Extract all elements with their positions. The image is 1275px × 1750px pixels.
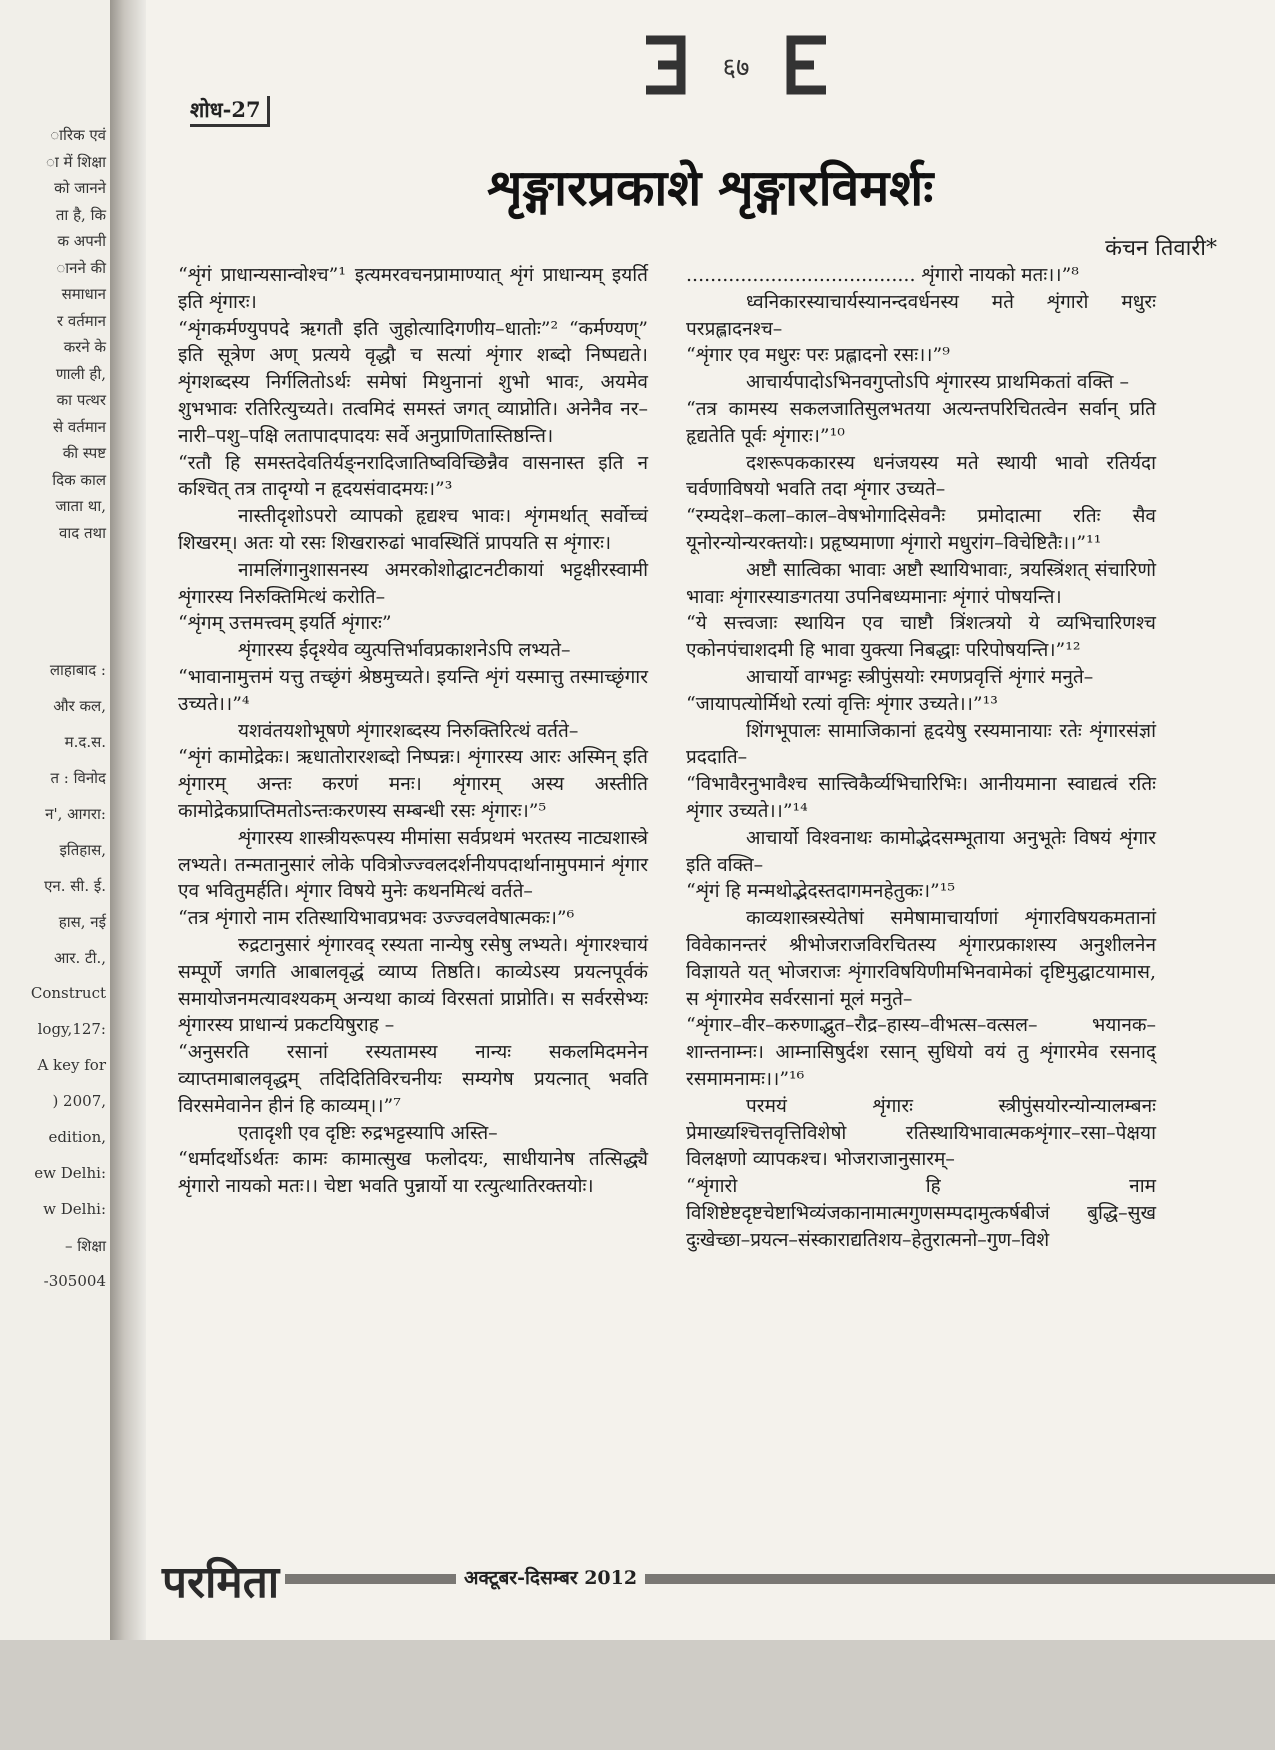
left-column <box>178 262 648 1200</box>
paragraph: “जायापत्योर्मिथो रत्यां वृत्तिः शृंगार उच्यते।।”¹³ <box>686 692 998 715</box>
adjacent-page-fragment: दिक काल <box>52 470 106 489</box>
adjacent-page-fragment: समाधान <box>61 285 106 303</box>
adjacent-page-fragment: लाहाबाद : <box>49 661 106 679</box>
paragraph: “शृंगं कामोद्रेकः। ऋधातोरारशब्दो निष्पन्नः। शृंगारस्य आरः अस्मिन् इति शृंगारम् अन्तः करणं मनः। शृंगारम् अस्य अस्तीति कामोद्रेकप्राप्तिमतोऽन्तःकरणस्य सम्बन्धी रसः शृंगारः।”⁵ <box>178 746 648 822</box>
right-column <box>686 262 1156 1253</box>
adjacent-page-fragment: आर. टी., <box>54 949 106 967</box>
paragraph: शिंगभूपालः सामाजिकानां हृदयेषु रस्यमानायाः रतेः शृंगारसंज्ञां प्रददाति– <box>686 719 1156 769</box>
adjacent-page-fragment: logy,127: <box>37 1020 106 1038</box>
paragraph: “विभावैरनुभावैश्च सात्त्विकैर्व्यभिचारिभिः। आनीयमाना स्वाद्यत्वं रतिः शृंगार उच्यते।।”¹⁴ <box>686 773 1156 822</box>
paragraph: परमयं शृंगारः स्त्रीपुंसयोरन्योन्यालम्बनः प्रेमाख्यश्चित्तवृत्तिविशेषो रतिस्थायिभावात्मकशृंगार–रसा–पेक्षया विलक्षणो व्यापकश्च। भोजराजानुसारम्– <box>686 1094 1156 1171</box>
adjacent-page-fragment: Construct <box>30 984 106 1002</box>
adjacent-page-fragment: ारिक एवं <box>50 126 106 144</box>
paragraph: “शृंगकर्मण्युपपदे ऋगतौ इति जुहोत्यादिगणीय–धातोः”² “कर्मण्यण्” इति सूत्रेण अण् प्रत्यये वृद्धौ च सत्यां शृंगार शब्दो निष्पद्यते। शृंगशब्दस्य निर्गलितोऽर्थः समेषां मिथुनानां शुभो भावः, अयमेव शुभभावः रतिरित्युच्यते। तत्वमिदं समस्तं जगत् व्याप्नोति। अनेनैव नर–नारी–पशु–पक्षि लतापादपादयः सर्वे अनुप्राणितास्तिष्ठन्ति। <box>178 317 648 447</box>
page-number-ornament <box>586 30 886 100</box>
paragraph: आचार्यो वाग्भट्टः स्त्रीपुंसयोः रमणप्रवृत्तिं शृंगारं मनुते– <box>746 665 1094 688</box>
adjacent-page-fragment: एन. सी. ई. <box>44 877 106 895</box>
adjacent-page-fragment: ता है, कि <box>55 205 106 224</box>
adjacent-page-fragment: त : विनोद <box>50 769 106 787</box>
adjacent-page-fragment: A key for <box>37 1056 106 1074</box>
paragraph: “शृंगारो हि नाम विशिष्टेष्टदृष्टचेष्टाभिव्यंजकानामात्मगुणसम्पदामुत्कर्षबीजं बुद्धि–सुख दुःखेच्छा–प्रयत्न–संस्काराद्यतिशय–हेतुरात्मनो–गुण–विशे <box>686 1175 1156 1251</box>
paragraph: “भावानामुत्तमं यत्तु तच्छृंगं श्रेष्ठमुच्यते। इयन्ति शृंगं यस्मात्तु तस्माच्छृंगार उच्यते।।”⁴ <box>178 665 648 715</box>
page-number: ६७ <box>722 53 750 83</box>
section-tag: शोध-27 <box>190 96 270 127</box>
paragraph: अष्टौ सात्विका भावाः अष्टौ स्थायिभावाः, त्रयस्त्रिंशत् संचारिणो भावाः शृंगारस्याङगतया उपनिबध्यमानाः शृंगारं पोषयन्ति। <box>686 558 1156 608</box>
adjacent-page-fragment: न', आगरा: <box>45 805 106 823</box>
adjacent-page-fragment: से वर्तमान <box>53 417 106 436</box>
footer-rule <box>246 1574 1275 1584</box>
paragraph: “अनुसरति रसानां रस्यतामस्य नान्यः सकलमिदमनेन व्याप्तमाबालवृद्धम् तदिदितिविरचनीयः सम्यगेष प्रयत्नात् भवति विरसमेवानेन हीनं हि काव्यम्।।”⁷ <box>178 1041 648 1117</box>
adjacent-page-fragment: का पत्थर <box>56 391 106 409</box>
paragraph: शृंगारस्य शास्त्रीयरूपस्य मीमांसा सर्वप्रथमं भरतस्य नाट्यशास्त्रे लभ्यते। तन्मतानुसारं लोके पवित्रोज्ज्वलदर्शनीयपदार्थानामुपमानं शृंगार एव भवितुमर्हति। शृंगार विषये मुनेः कथनमित्थं वर्तते– <box>178 826 648 903</box>
paragraph: “शृंगं हि मन्मथोद्भेदस्तदागमनहेतुकः।”¹⁵ <box>686 880 955 903</box>
author-name: कंचन तिवारी* <box>1105 236 1217 261</box>
adjacent-page-fragment: इतिहास, <box>59 841 106 859</box>
adjacent-page-fragment: र वर्तमान <box>57 311 106 330</box>
paragraph: नास्तीदृशोऽपरो व्यापको हृद्यश्च भावः। शृंगमर्थात् सर्वोच्चं शिखरम्। अतः यो रसः शिखरारुढां भावस्थितिं प्रापयति स शृंगारः। <box>178 505 648 554</box>
issue-date: अक्टूबर-दिसम्बर 2012 <box>456 1564 645 1590</box>
adjacent-page-fragment: -305004 <box>43 1272 106 1290</box>
article-title: शृङ्गारप्रकाशे शृङ्गारविमर्शः <box>487 158 934 217</box>
paragraph: यशवंतयशोभूषणे शृंगारशब्दस्य निरुक्तिरित्थं वर्तते– <box>238 719 579 742</box>
paragraph: काव्यशास्त्रस्येतेषां समेषामाचार्याणां शृंगारविषयकमतानां विवेकानन्तरं श्रीभोजराजविरचितस्य शृंगारप्रकाशस्य अनुशीलनेन विज्ञायते यत् भोजराजः शृंगारविषयिणीमभिनवामेकां दृष्टिमुद्घाटयामास, स शृंगारमेव सर्वरसानां मूलं मनुते– <box>686 907 1156 1010</box>
adjacent-page-fragment: म.द.स. <box>64 733 106 751</box>
adjacent-page-strip <box>0 0 112 1640</box>
adjacent-page-fragment: ew Delhi: <box>34 1164 106 1182</box>
paragraph: शृंगारस्य ईदृश्येव व्युत्पत्तिर्भावप्रकाशनेऽपि लभ्यते– <box>238 639 571 662</box>
paragraph: “ये सत्त्वजाः स्थायिन एव चाष्टौ त्रिंशत्त्रयो ये व्यभिचारिणश्च एकोनपंचाशदमी हि भावा युक्त्या निबद्धाः परिपोषयन्ति।”¹² <box>686 612 1156 662</box>
paragraph: एतादृशी एव दृष्टिः रुद्रभट्टस्यापि अस्ति– <box>238 1121 498 1144</box>
adjacent-page-fragment: ा में शिक्षा <box>45 152 106 171</box>
adjacent-page-fragment: की स्पष्ट <box>62 444 106 462</box>
adjacent-page-fragment: करने के <box>63 338 106 356</box>
paragraph: आचार्यो विश्वनाथः कामोद्भेदसम्भूताया अनुभूतेः विषयं शृंगार इति वक्ति– <box>686 826 1156 876</box>
adjacent-page-fragment: को जानने <box>54 179 106 197</box>
paragraph: नामलिंगानुशासनस्य अमरकोशोद्घाटनटीकायां भट्टक्षीरस्वामी शृंगारस्य निरुक्तिमित्थं करोति– <box>178 558 648 608</box>
adjacent-page-fragment: ानने की <box>56 258 106 277</box>
adjacent-page-fragment: क अपनी <box>57 232 106 250</box>
paragraph: “रम्यदेश–कला–काल–वेषभोगादिसेवनैः प्रमोदात्मा रतिः सैव यूनोरन्योन्यरक्तयोः। प्रहृष्यमाणा शृंगारो मधुरांग–विचेष्टितैः।।”¹¹ <box>686 505 1156 554</box>
paragraph: “तत्र कामस्य सकलजातिसुलभतया अत्यन्तपरिचितत्वेन सर्वान् प्रति हृद्यतेति पूर्वः शृंगारः।”¹⁰ <box>686 397 1156 447</box>
journal-page <box>146 0 1275 1640</box>
paragraph: “तत्र शृंगारो नाम रतिस्थायिभावप्रभवः उज्ज्वलवेषात्मकः।”⁶ <box>178 907 575 930</box>
adjacent-page-fragment: वाद तथा <box>59 523 106 542</box>
adjacent-page-fragment: णाली ही, <box>55 364 106 383</box>
page-gutter <box>110 0 146 1640</box>
paragraph: “रतौ हि समस्तदेवतिर्यङ्नरादिजातिष्वविच्छिन्नैव वासनास्त इति न कश्चित् तत्र तादृग्यो न हृदयसंवादमयः।”³ <box>178 451 648 501</box>
adjacent-page-fragment: जाता था, <box>55 497 106 515</box>
paragraph: “शृंगं प्राधान्यसान्वोश्च”¹ इत्यमरवचनप्रामाण्यात् शृंगं प्राधान्यम् इयर्ति इति शृंगारः। <box>178 264 648 313</box>
paragraph: “शृंगार–वीर–करुणाद्भुत–रौद्र–हास्य–वीभत्स–वत्सल– भयानक–शान्तनाम्नः। आम्नासिषुर्दश रसान् सुधियो वयं तु शृंगारमेव रसनाद् रसमामनामः।।”¹⁶ <box>686 1014 1156 1090</box>
paragraph: “शृंगार एव मधुरः परः प्रह्लादनो रसः।।”⁹ <box>686 344 950 367</box>
adjacent-page-fragment: हास, नई <box>58 913 106 931</box>
paragraph: रुद्रटानुसारं शृंगारवद् रस्यता नान्येषु रसेषु लभ्यते। शृंगारश्चायं सम्पूर्णे जगति आबालवृद्धं व्याप्य तिष्ठति। काव्येऽस्य प्रयत्नपूर्वकं समायोजनमत्यावश्यकम् अन्यथा काव्यं विरसतां प्राप्नोति। स सर्वरसेभ्यः शृंगारस्य प्राधान्यं प्रकटयिषुराह – <box>178 933 648 1037</box>
paragraph: दशरूपककारस्य धनंजयस्य मते स्थायी भावो रतिर्यदा चर्वणाविषयो भवति तदा शृंगार उच्यते– <box>686 451 1156 501</box>
paragraph: “शृंगम् उत्तमत्त्वम् इयर्ति शृंगारः” <box>178 612 392 635</box>
paragraph: “धर्मादर्थोऽर्थतः कामः कामात्सुख फलोदयः, साधीयानेष तत्सिद्ध्यै शृंगारो नायको मतः।। चेष्टा भवति पुन्नार्यो या रत्युत्थातिरक्तयोः। <box>178 1148 648 1198</box>
paragraph: ध्वनिकारस्याचार्यस्यानन्दवर्धनस्य मते शृंगारो मधुरः परप्रह्लादनश्च– <box>686 290 1156 340</box>
scan-background <box>0 1640 1275 1750</box>
journal-logo: परमिता <box>156 1550 285 1610</box>
paragraph: ...................................... शृंगारो नायको मतः।।”⁸ <box>686 264 1079 286</box>
adjacent-page-fragment: – शिक्षा <box>65 1237 106 1255</box>
adjacent-page-fragment: और कल, <box>53 697 106 715</box>
adjacent-page-fragment: w Delhi: <box>43 1200 106 1218</box>
page-footer <box>146 1548 1275 1608</box>
paragraph: आचार्यपादोऽभिनवगुप्तोऽपि शृंगारस्य प्राथमिकतां वक्ति – <box>746 371 1129 394</box>
adjacent-page-fragment: ) 2007, <box>52 1092 106 1110</box>
adjacent-page-fragment: edition, <box>48 1128 106 1146</box>
